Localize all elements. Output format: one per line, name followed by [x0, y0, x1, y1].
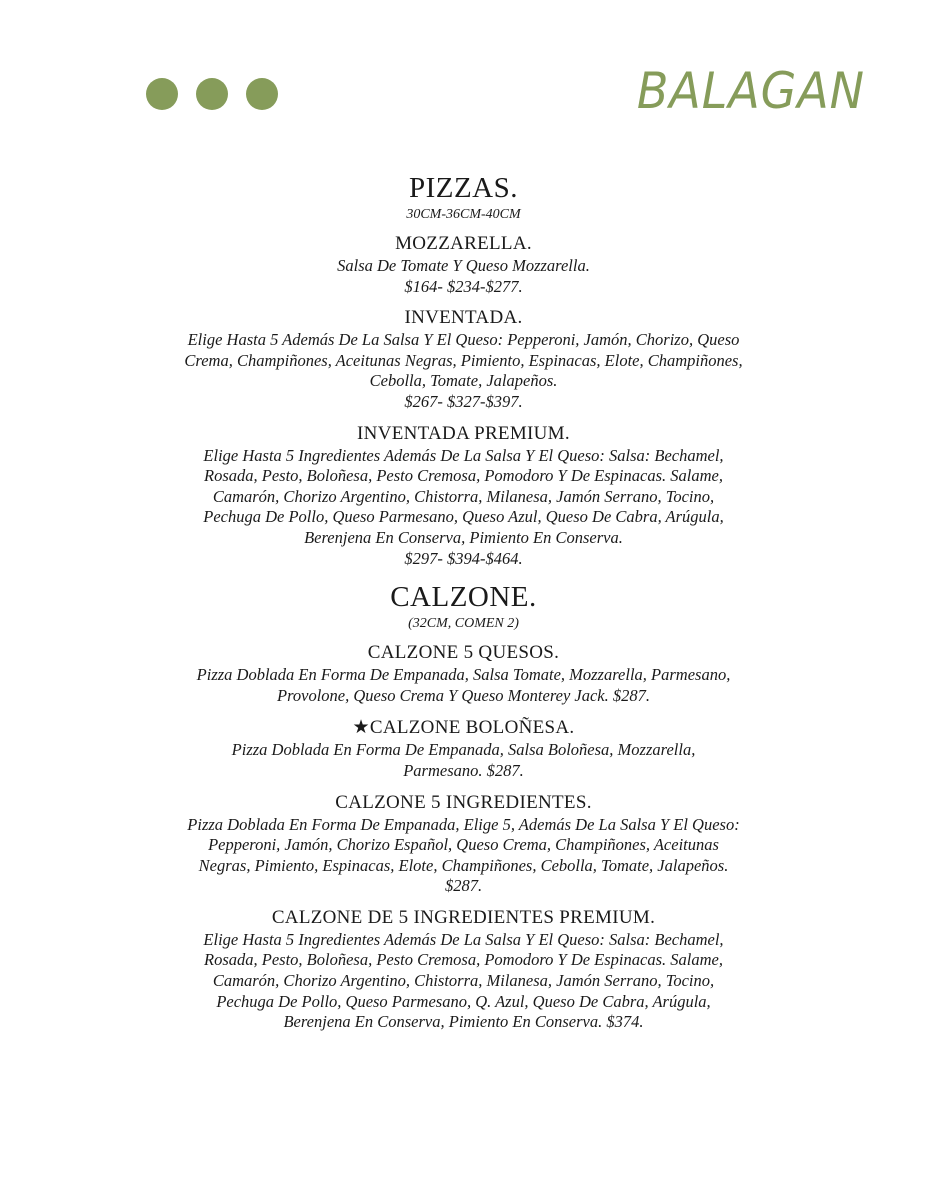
dot-icon [196, 78, 228, 110]
item-name: CALZONE 5 INGREDIENTES. [335, 791, 592, 813]
menu-item-mozzarella [0, 233, 927, 297]
item-price: $297- $394-$464. [404, 548, 523, 568]
menu-item-calzone-5-quesos [0, 642, 927, 706]
section-title: CALZONE. [390, 581, 537, 614]
item-name [0, 716, 927, 739]
brand-logo: BALAGAN [636, 62, 865, 120]
dot-icon [246, 78, 278, 110]
section-pizzas [0, 170, 927, 569]
item-price: $164- $234-$277. [404, 276, 523, 296]
item-name: CALZONE 5 QUESOS. [367, 642, 560, 664]
section-sizes: (32CM, COMEN 2) [408, 616, 519, 632]
item-description: Elige Hasta 5 Ingredientes Además De La Salsa Y El Queso: Salsa: Bechamel, Rosada, Pesto, Boloñesa, Pesto Cremosa, Pomodoro Y De Espinacas. Salame, Camarón, Chorizo Argentino, Chistorra, Milanesa, Jamón Serrano, Tocino, Pechuga De Pollo, Queso Parmesano, Q. Azul, Queso De Cabra, Arúgula, Berenjena En Conserva, Pimiento En Conserva. $374. [203, 929, 724, 1032]
section-title: PIZZAS. [408, 172, 519, 204]
section-sizes: 30CM-36CM-40CM [406, 207, 521, 222]
item-name-text: CALZONE BOLOÑESA. [369, 717, 575, 739]
item-name: CALZONE DE 5 INGREDIENTES PREMIUM. [271, 906, 656, 928]
menu-body [0, 170, 927, 1043]
menu-item-calzone-bolonesa [0, 716, 927, 781]
star-icon: ★ [352, 716, 370, 739]
dot-icon [146, 78, 178, 110]
menu-item-inventada [0, 307, 927, 412]
item-description: Salsa De Tomate Y Queso Mozzarella. [337, 256, 590, 275]
menu-item-calzone-5-ingredientes [0, 792, 927, 897]
section-calzone [0, 579, 927, 1033]
item-price: $267- $327-$397. [404, 391, 523, 411]
menu-item-inventada-premium [0, 423, 927, 570]
decorative-dots [146, 78, 278, 110]
item-description: Pizza Doblada En Forma De Empanada, Elige 5, Además De La Salsa Y El Queso: Pepperoni, Jamón, Chorizo Español, Queso Crema, Champiñones, Aceitunas Negras, Pimiento, Espinacas, Elote, Champiñones, Cebolla, Tomate, Jalapeños. $287. [187, 814, 740, 896]
item-description: Elige Hasta 5 Ingredientes Además De La Salsa Y El Queso: Salsa: Bechamel, Rosada, Pesto, Boloñesa, Pesto Cremosa, Pomodoro Y De Espinacas. Salame, Camarón, Chorizo Argentino, Chistorra, Milanesa, Jamón Serrano, Tocino, Pechuga De Pollo, Queso Parmesano, Queso Azul, Queso De Cabra, Arúgula, Berenjena En Conserva, Pimiento En Conserva. [203, 445, 724, 547]
item-name: INVENTADA. [404, 307, 523, 329]
item-description: Pizza Doblada En Forma De Empanada, Salsa Boloñesa, Mozzarella, Parmesano. $287. [231, 740, 696, 780]
item-name: MOZZARELLA. [395, 233, 532, 254]
menu-item-calzone-premium [0, 907, 927, 1033]
item-description: Elige Hasta 5 Además De La Salsa Y El Queso: Pepperoni, Jamón, Chorizo, Queso Crema, Champiñones, Aceitunas Negras, Pimiento, Espinacas, Elote, Champiñones, Cebolla, Tomate, Jalapeños. [184, 330, 743, 391]
item-description: Pizza Doblada En Forma De Empanada, Salsa Tomate, Mozzarella, Parmesano, Provolone, Queso Crema Y Queso Monterey Jack. $287. [196, 665, 731, 705]
item-name: INVENTADA PREMIUM. [357, 422, 570, 444]
page-header [0, 0, 927, 150]
